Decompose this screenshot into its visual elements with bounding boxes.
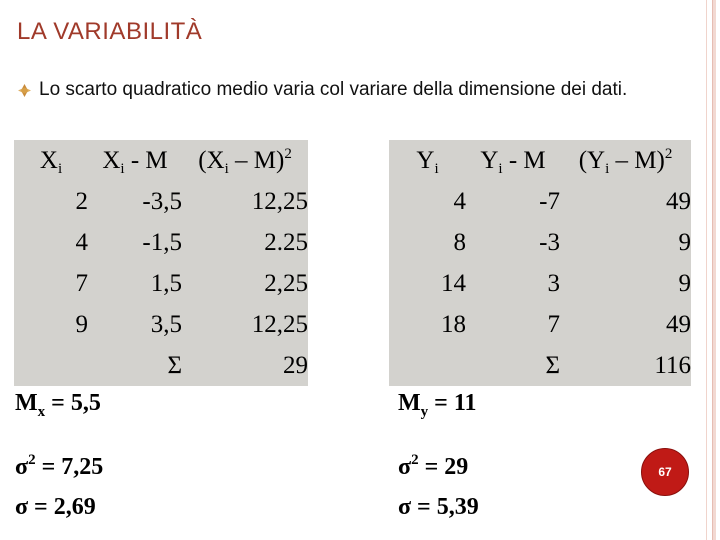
variance-x: $\sigma^2 = 7,25$ — [15, 452, 104, 480]
cell: 3 — [547, 269, 560, 297]
page-number-badge — [641, 448, 689, 496]
cell: -7 — [539, 187, 560, 215]
table-row — [389, 304, 691, 345]
page-number: 67 — [658, 465, 672, 479]
sum-value: 29 — [283, 351, 308, 379]
slide-border — [712, 0, 716, 540]
table-row — [14, 304, 308, 345]
cell: 2,25 — [264, 269, 308, 297]
mean-y: $M_y = 11$ — [398, 390, 477, 420]
cell — [14, 345, 88, 386]
header-xi: $X_i$ — [39, 146, 63, 177]
header-yi-minus-m: $Y_i$ - M — [480, 146, 546, 177]
sum-symbol: Σ — [167, 351, 182, 379]
table-y-header — [389, 140, 691, 181]
slide-border-inner — [706, 0, 707, 540]
table-sum-row — [14, 345, 308, 386]
bullet-text: Lo scarto quadratico medio varia col variare della dimensione dei dati. — [39, 79, 628, 100]
header-xi-minus-m: $X_i$ - M — [102, 146, 168, 177]
cell: 49 — [666, 187, 691, 215]
cell: 7 — [75, 269, 88, 297]
cell: 2 — [75, 187, 88, 215]
cell: 9 — [678, 228, 691, 256]
slide-title: LA VARIABILITÀ — [17, 18, 203, 45]
cell: -3,5 — [142, 187, 182, 215]
std-dev-y: σ = 5,39 — [398, 494, 479, 520]
header-squared-deviation: $(Y_i - M)^2$ — [578, 145, 673, 177]
cell: 3,5 — [150, 310, 182, 338]
mean-x: $M_x = 5,5$ — [15, 390, 101, 420]
bullet-diamond-icon — [17, 83, 32, 98]
table-sum-row — [389, 345, 691, 386]
cell — [389, 345, 466, 386]
table-row — [14, 263, 308, 304]
variance-y: $\sigma^2 = 29$ — [398, 452, 469, 480]
cell: 9 — [75, 310, 88, 338]
table-y — [389, 140, 691, 386]
header-yi: $Y_i$ — [416, 146, 439, 177]
cell: 4 — [75, 228, 88, 256]
cell: 2.25 — [264, 228, 308, 256]
sum-value: 116 — [654, 351, 691, 379]
table-row — [389, 222, 691, 263]
table-row — [14, 222, 308, 263]
table-x — [14, 140, 308, 386]
table-x-header — [14, 140, 308, 181]
sum-symbol: Σ — [545, 351, 560, 379]
table-row — [14, 181, 308, 222]
cell: 18 — [441, 310, 466, 338]
cell: 14 — [441, 269, 466, 297]
cell: 8 — [453, 228, 466, 256]
cell: 1,5 — [150, 269, 182, 297]
cell: 49 — [666, 310, 691, 338]
cell: 7 — [547, 310, 560, 338]
cell: 4 — [453, 187, 466, 215]
cell: 12,25 — [251, 187, 308, 215]
cell: -1,5 — [142, 228, 182, 256]
cell: -3 — [539, 228, 560, 256]
std-dev-x: σ = 2,69 — [15, 494, 96, 520]
table-row — [389, 263, 691, 304]
table-row — [389, 181, 691, 222]
cell: 9 — [678, 269, 691, 297]
header-squared-deviation: $(X_i - M)^2$ — [198, 145, 292, 177]
cell: 12,25 — [251, 310, 308, 338]
